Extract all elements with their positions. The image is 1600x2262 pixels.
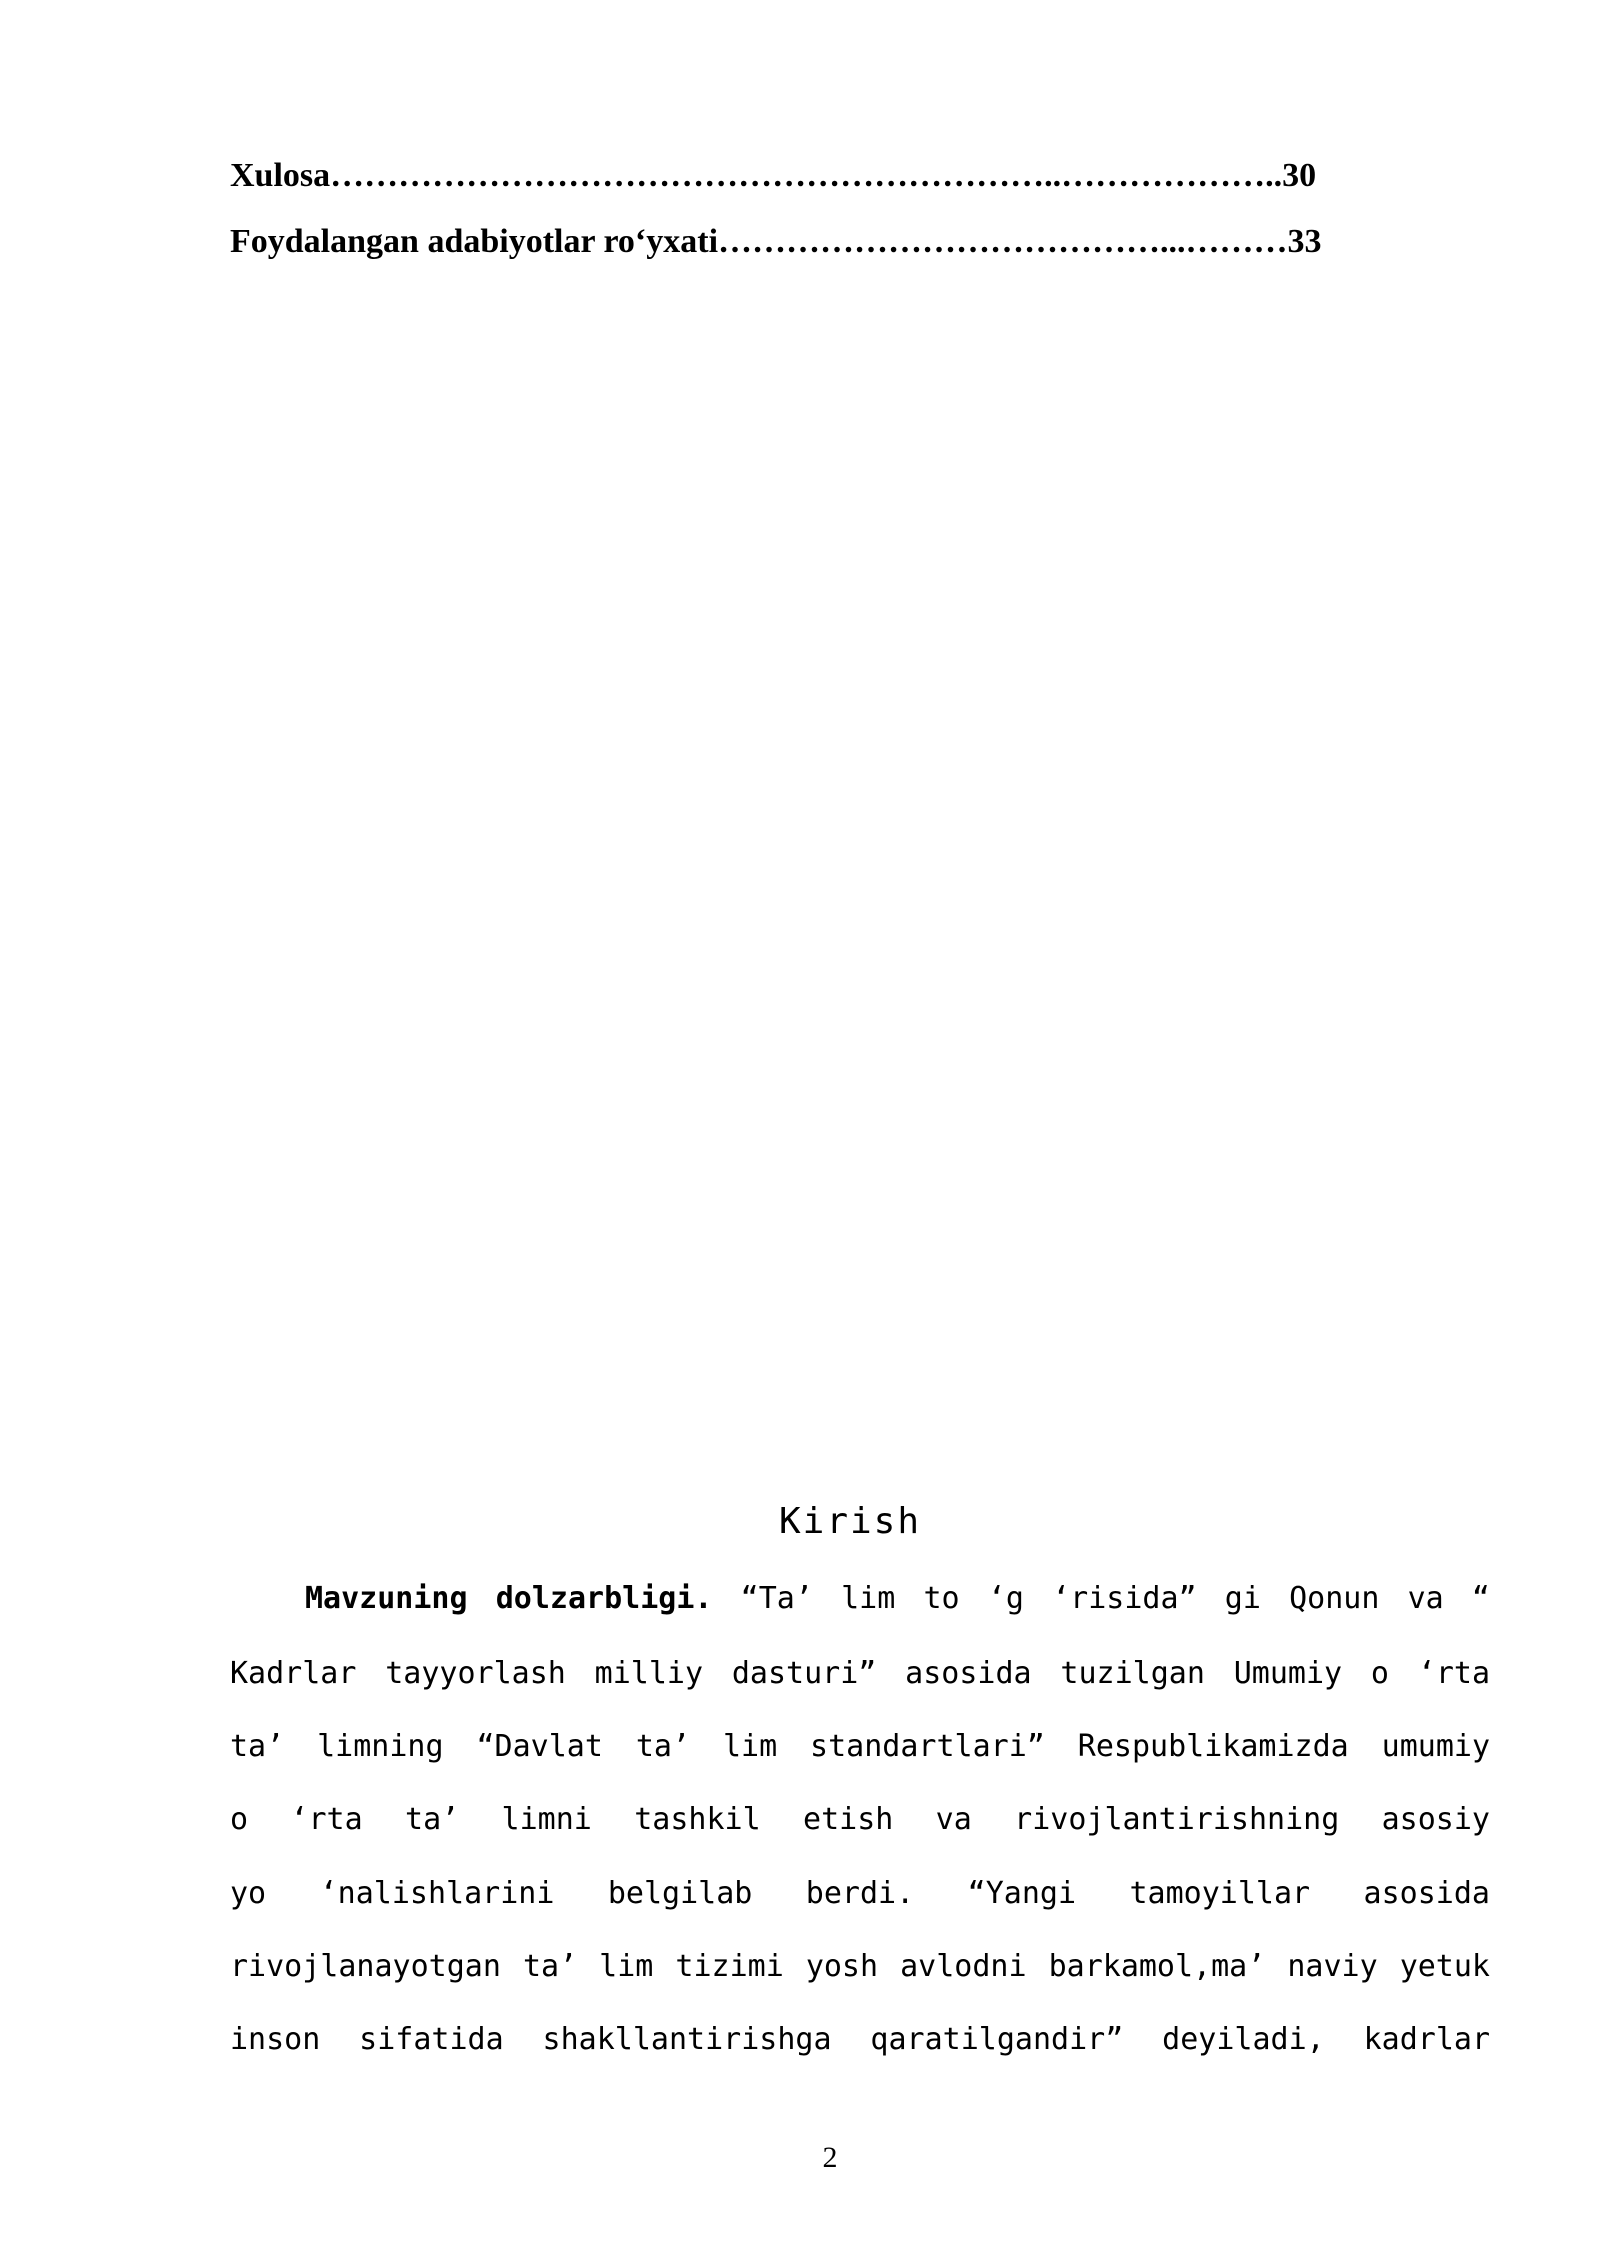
paragraph-line: yo ‘nalishlarini belgilab berdi. “Yangi tamoyillar asosida: [230, 1876, 1490, 1911]
toc-entry-conclusion: Xulosa………………………………………………………..………………..30: [230, 157, 1317, 194]
page-number: 2: [822, 2141, 838, 2174]
paragraph-line-text: “Ta’ lim to ‘g ‘risida” gi Qonun va “: [712, 1581, 1490, 1616]
paragraph-line: inson sifatida shakllantirishga qaratilgandir” deyiladi, kadrlar: [230, 2022, 1490, 2057]
paragraph-lead-bold: Mavzuning dolzarbligi.: [305, 1581, 713, 1616]
paragraph-line: o ‘rta ta’ limni tashkil etish va rivojlantirishning asosiy: [230, 1802, 1490, 1837]
paragraph-line: Kadrlar tayyorlash milliy dasturi” asosida tuzilgan Umumiy o ‘rta: [230, 1656, 1490, 1691]
section-heading: Kirish: [778, 1501, 922, 1542]
paragraph-line: [305, 1577, 1490, 1621]
paragraph-line: rivojlanayotgan ta’ lim tizimi yosh avlodni barkamol,ma’ naviy yetuk: [230, 1949, 1490, 1984]
toc-entry-references: Foydalangan adabiyotlar ro‘yxati…………………………………...………33: [230, 223, 1322, 260]
paragraph-line: ta’ limning “Davlat ta’ lim standartlari” Respublikamizda umumiy: [230, 1729, 1490, 1764]
